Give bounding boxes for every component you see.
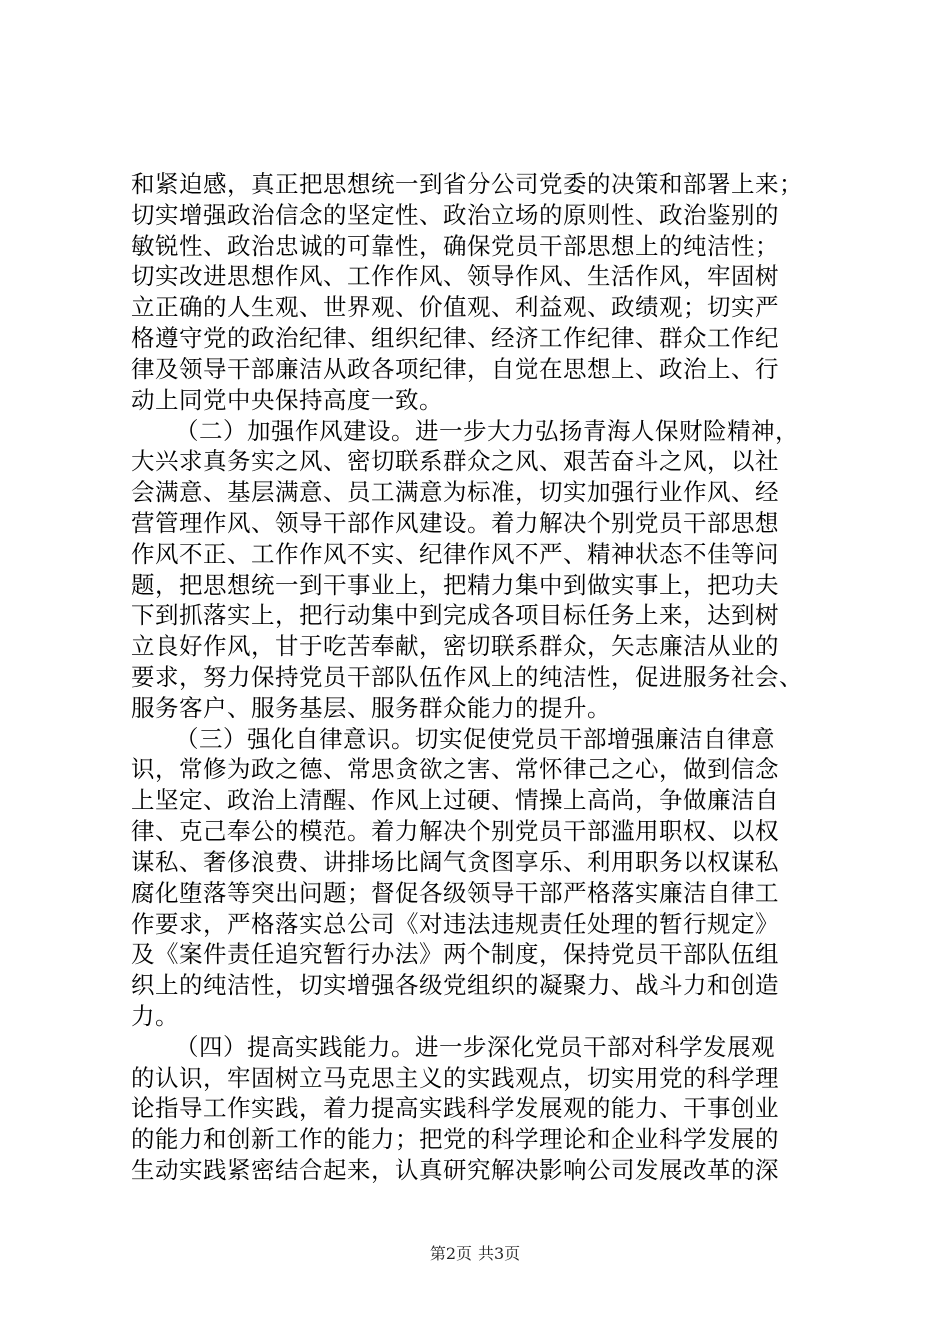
text-line: 识，常修为政之德、常思贪欲之害、常怀律己之心，做到信念: [131, 755, 779, 783]
text-line: 律及领导干部廉洁从政各项纪律，自觉在思想上、政治上、行: [131, 355, 779, 383]
paragraph-heading-line: （四）提高实践能力。进一步深化党员干部对科学发展观: [175, 1033, 775, 1061]
text-line: 下到抓落实上，把行动集中到完成各项目标任务上来，达到树: [131, 601, 779, 629]
text-line: 服务客户、服务基层、服务群众能力的提升。: [131, 694, 611, 722]
text-line: 作风不正、工作作风不实、纪律作风不严、精神状态不佳等问: [131, 540, 779, 568]
text-line: 生动实践紧密结合起来，认真研究解决影响公司发展改革的深: [131, 1156, 779, 1184]
page-number: 第2页: [429, 1244, 472, 1263]
page-footer: [0, 1243, 950, 1265]
text-line: 论指导工作实践，着力提高实践科学发展观的能力、干事创业: [131, 1094, 779, 1122]
text-line: 大兴求真务实之风、密切联系群众之风、艰苦奋斗之风，以社: [131, 447, 779, 475]
text-line: 营管理作风、领导干部作风建设。着力解决个别党员干部思想: [131, 509, 779, 537]
text-line: 谋私、奢侈浪费、讲排场比阔气贪图享乐、利用职务以权谋私: [131, 848, 779, 876]
text-line: 和紧迫感，真正把思想统一到省分公司党委的决策和部署上来；: [131, 170, 803, 198]
text-line: 作要求，严格落实总公司《对违法违规责任处理的暂行规定》: [131, 910, 779, 938]
text-line: 切实改进思想作风、工作作风、领导作风、生活作风，牢固树: [131, 262, 779, 290]
text-line: 的认识，牢固树立马克思主义的实践观点，切实用党的科学理: [131, 1064, 779, 1092]
text-line: 织上的纯洁性，切实增强各级党组织的凝聚力、战斗力和创造: [131, 971, 779, 999]
text-line: 题，把思想统一到干事业上，把精力集中到做实事上，把功夫: [131, 571, 779, 599]
text-line: 律、克己奉公的模范。着力解决个别党员干部滥用职权、以权: [131, 817, 779, 845]
text-line: 动上同党中央保持高度一致。: [131, 386, 443, 414]
text-line: 切实增强政治信念的坚定性、政治立场的原则性、政治鉴别的: [131, 201, 779, 229]
text-line: 上坚定、政治上清醒、作风上过硬、情操上高尚，争做廉洁自: [131, 786, 779, 814]
paragraph-heading-line: （二）加强作风建设。进一步大力弘扬青海人保财险精神，: [175, 417, 799, 445]
text-line: 力。: [131, 1002, 179, 1030]
text-line: 腐化堕落等突出问题；督促各级领导干部严格落实廉洁自律工: [131, 879, 779, 907]
text-line: 敏锐性、政治忠诚的可靠性，确保党员干部思想上的纯洁性；: [131, 232, 779, 260]
page-total: 共3页: [478, 1244, 521, 1263]
text-line: 格遵守党的政治纪律、组织纪律、经济工作纪律、群众工作纪: [131, 324, 779, 352]
text-line: 要求，努力保持党员干部队伍作风上的纯洁性，促进服务社会、: [131, 663, 803, 691]
text-line: 会满意、基层满意、员工满意为标准，切实加强行业作风、经: [131, 478, 779, 506]
paragraph-heading-line: （三）强化自律意识。切实促使党员干部增强廉洁自律意: [175, 725, 775, 753]
text-line: 的能力和创新工作的能力；把党的科学理论和企业科学发展的: [131, 1125, 779, 1153]
text-line: 立正确的人生观、世界观、价值观、利益观、政绩观；切实严: [131, 293, 779, 321]
text-line: 及《案件责任追究暂行办法》两个制度，保持党员干部队伍组: [131, 940, 779, 968]
text-line: 立良好作风，甘于吃苦奉献，密切联系群众，矢志廉洁从业的: [131, 632, 779, 660]
